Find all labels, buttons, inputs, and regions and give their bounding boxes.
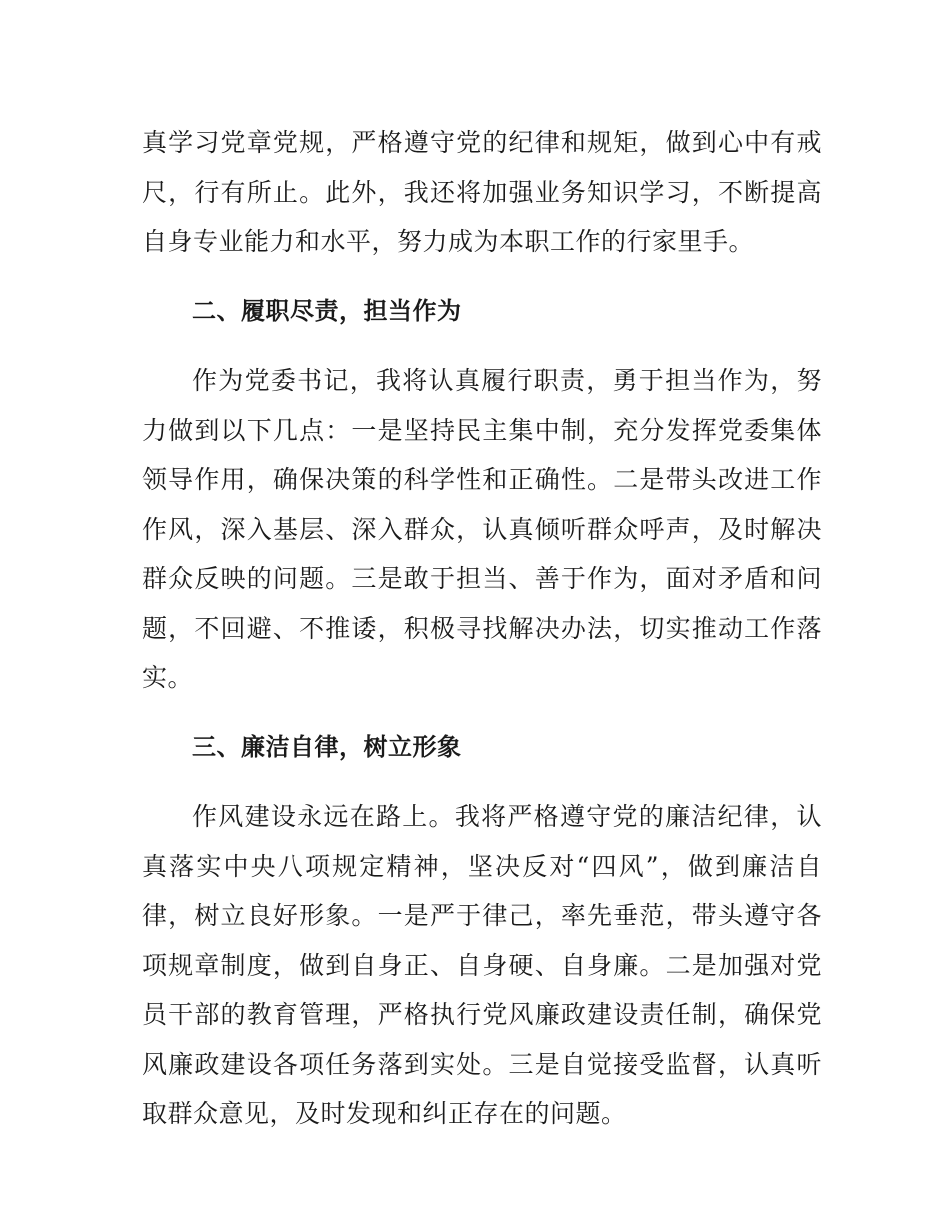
spacer xyxy=(142,703,822,723)
document-body xyxy=(142,118,822,1139)
paragraph-continued: 真学习党章党规，严格遵守党的纪律和规矩，做到心中有戒尺，行有所止。此外，我还将加强业务知识学习，不断提高自身专业能力和水平，努力成为本职工作的行家里手。 xyxy=(142,128,822,256)
section-heading-2: 二、履职尽责，担当作为 xyxy=(192,296,462,325)
paragraph-integrity: 作风建设永远在路上。我将严格遵守党的廉洁纪律，认真落实中央八项规定精神，坚决反对“四风”，做到廉洁自律，树立良好形象。一是严于律己，率先垂范，带头遵守各项规章制度，做到自身正、自身硬、自身廉。二是加强对党员干部的教育管理，严格执行党风廉政建设责任制，确保党风廉政建设各项任务落到实处。三是自觉接受监督，认真听取群众意见，及时发现和纠正存在的问题。 xyxy=(142,802,822,1128)
paragraph-duties: 作为党委书记，我将认真履行职责，勇于担当作为，努力做到以下几点：一是坚持民主集中制，充分发挥党委集体领导作用，确保决策的科学性和正确性。二是带头改进工作作风，深入基层、深入群众，认真倾听群众呼声，及时解决群众反映的问题。三是敢于担当、善于作为，面对矛盾和问题，不回避、不推诿，积极寻找解决办法，切实推动工作落实。 xyxy=(142,366,822,692)
spacer xyxy=(142,267,822,287)
spacer xyxy=(142,336,822,356)
section-heading-3: 三、廉洁自律，树立形象 xyxy=(192,732,462,761)
spacer xyxy=(142,772,822,792)
